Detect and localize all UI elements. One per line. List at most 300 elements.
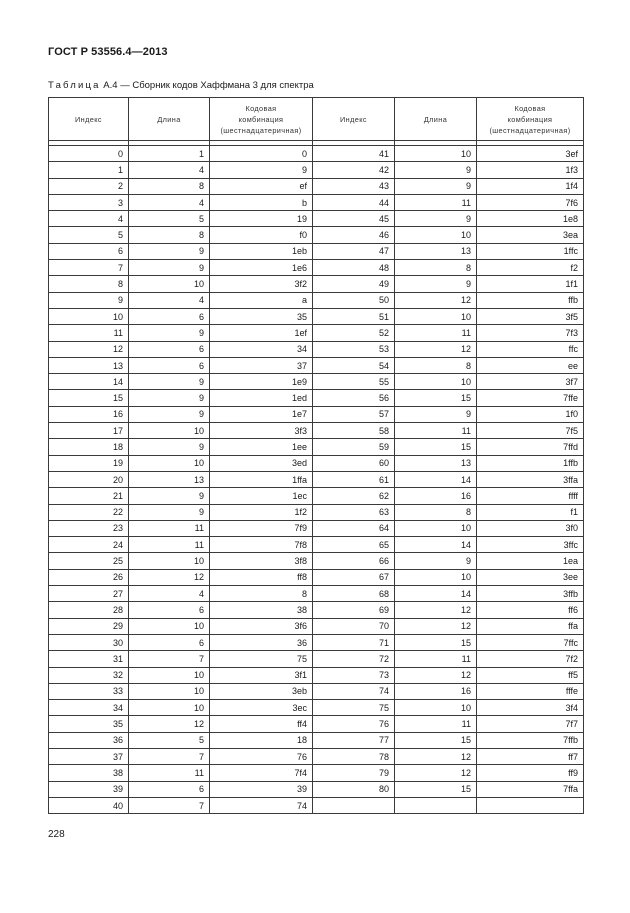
table-cell: 1f0 — [477, 406, 584, 422]
table-cell: 12 — [395, 748, 477, 764]
table-row — [49, 683, 584, 699]
table-cell: 1 — [129, 146, 210, 162]
table-cell: 1ec — [210, 488, 313, 504]
table-cell: 64 — [313, 520, 395, 536]
table-cell: 51 — [313, 308, 395, 324]
table-cell: ff4 — [210, 716, 313, 732]
table-cell: 3ef — [477, 146, 584, 162]
table-cell: 58 — [313, 423, 395, 439]
table-cell: 10 — [49, 308, 129, 324]
table-cell: 10 — [395, 700, 477, 716]
table-cell: 5 — [129, 211, 210, 227]
table-cell: 3f5 — [477, 308, 584, 324]
table-cell: 9 — [395, 162, 477, 178]
table-cell: 8 — [210, 586, 313, 602]
table-cell — [477, 797, 584, 813]
table-cell: 8 — [395, 504, 477, 520]
table-cell: 13 — [395, 455, 477, 471]
table-cell: 4 — [129, 162, 210, 178]
table-cell: 7ffa — [477, 781, 584, 797]
table-cell: 4 — [129, 586, 210, 602]
table-caption — [48, 80, 314, 91]
table-cell: 11 — [129, 537, 210, 553]
table-cell: 34 — [49, 700, 129, 716]
table-cell: 16 — [49, 406, 129, 422]
table-row — [49, 260, 584, 276]
table-cell: 12 — [49, 341, 129, 357]
header-length-1: Длина — [129, 98, 210, 141]
table-cell: 78 — [313, 748, 395, 764]
table-cell: 29 — [49, 618, 129, 634]
table-row — [49, 423, 584, 439]
table-cell: 44 — [313, 194, 395, 210]
table-row — [49, 341, 584, 357]
caption-title: А.4 — Сборник кодов Хаффмана 3 для спектра — [100, 80, 314, 91]
table-cell: 14 — [49, 374, 129, 390]
table-cell: 8 — [129, 178, 210, 194]
table-cell: 1 — [49, 162, 129, 178]
table-cell: 52 — [313, 325, 395, 341]
table-row — [49, 227, 584, 243]
table-cell: 31 — [49, 651, 129, 667]
table-cell: f0 — [210, 227, 313, 243]
document-header: ГОСТ Р 53556.4—2013 — [48, 46, 168, 58]
table-cell: 1e6 — [210, 260, 313, 276]
table-row — [49, 748, 584, 764]
table-cell: 3ffb — [477, 586, 584, 602]
table-cell: 10 — [129, 667, 210, 683]
table-cell: 76 — [210, 748, 313, 764]
table-cell: 10 — [395, 227, 477, 243]
table-row — [49, 455, 584, 471]
table-cell: 33 — [49, 683, 129, 699]
table-cell: 62 — [313, 488, 395, 504]
table-cell: 1ffb — [477, 455, 584, 471]
table-cell: 47 — [313, 243, 395, 259]
table-cell: 12 — [129, 569, 210, 585]
table-cell: 3ffa — [477, 471, 584, 487]
table-row — [49, 716, 584, 732]
table-cell: 1f3 — [477, 162, 584, 178]
table-cell: 3f8 — [210, 553, 313, 569]
table-cell: 6 — [129, 781, 210, 797]
table-cell: 38 — [49, 765, 129, 781]
table-row — [49, 537, 584, 553]
table-row — [49, 667, 584, 683]
table-cell: 15 — [395, 634, 477, 650]
table-cell: 1f2 — [210, 504, 313, 520]
table-cell: 3f6 — [210, 618, 313, 634]
table-cell — [395, 797, 477, 813]
table-cell: ff9 — [477, 765, 584, 781]
table-cell: ff5 — [477, 667, 584, 683]
table-cell: 36 — [49, 732, 129, 748]
table-row — [49, 569, 584, 585]
table-cell: 6 — [129, 602, 210, 618]
table-cell: 12 — [395, 618, 477, 634]
table-row — [49, 700, 584, 716]
table-cell: 25 — [49, 553, 129, 569]
table-cell: 6 — [49, 243, 129, 259]
table-cell: 12 — [129, 716, 210, 732]
table-cell: 1ef — [210, 325, 313, 341]
table-row — [49, 439, 584, 455]
table-cell: 34 — [210, 341, 313, 357]
table-cell: 8 — [49, 276, 129, 292]
table-cell: 38 — [210, 602, 313, 618]
table-cell: 60 — [313, 455, 395, 471]
table-row — [49, 651, 584, 667]
table-cell: 19 — [210, 211, 313, 227]
table-cell: 7f7 — [477, 716, 584, 732]
table-row — [49, 292, 584, 308]
table-cell: 1ed — [210, 390, 313, 406]
table-row — [49, 618, 584, 634]
table-cell: 7f8 — [210, 537, 313, 553]
table-cell: 1f4 — [477, 178, 584, 194]
table-cell: 69 — [313, 602, 395, 618]
header-code-line: (шестнадцатеричная) — [489, 125, 571, 135]
table-cell: 3f0 — [477, 520, 584, 536]
table-cell: 79 — [313, 765, 395, 781]
table-cell: 7 — [129, 797, 210, 813]
table-cell: 7f3 — [477, 325, 584, 341]
table-cell: 5 — [49, 227, 129, 243]
table-cell: 10 — [395, 146, 477, 162]
table-cell: 70 — [313, 618, 395, 634]
table-cell: 9 — [49, 292, 129, 308]
header-row — [49, 98, 584, 141]
table-row — [49, 520, 584, 536]
table-cell: 57 — [313, 406, 395, 422]
header-code-2 — [477, 98, 584, 141]
table-cell: 1ffa — [210, 471, 313, 487]
table-cell: b — [210, 194, 313, 210]
table-cell: 50 — [313, 292, 395, 308]
table-cell: 7ffb — [477, 732, 584, 748]
table-cell: 19 — [49, 455, 129, 471]
header-code-line: Кодовая — [245, 103, 277, 113]
table-row — [49, 374, 584, 390]
table-cell: 61 — [313, 471, 395, 487]
table-cell: 63 — [313, 504, 395, 520]
table-cell: ffff — [477, 488, 584, 504]
table-cell: 11 — [395, 716, 477, 732]
table-cell: 37 — [210, 357, 313, 373]
table-cell: 7ffc — [477, 634, 584, 650]
table-cell: 24 — [49, 537, 129, 553]
table-cell: 2 — [49, 178, 129, 194]
table-row — [49, 586, 584, 602]
table-cell: 5 — [129, 732, 210, 748]
table-cell: 3ea — [477, 227, 584, 243]
header-index-1: Индекс — [49, 98, 129, 141]
table-cell: ff7 — [477, 748, 584, 764]
table-row — [49, 325, 584, 341]
table-cell: 17 — [49, 423, 129, 439]
table-cell: f1 — [477, 504, 584, 520]
table-cell: 7f4 — [210, 765, 313, 781]
table-cell: 7 — [129, 748, 210, 764]
table-cell: 75 — [210, 651, 313, 667]
table-cell: 3f7 — [477, 374, 584, 390]
table-cell: 12 — [395, 292, 477, 308]
table-cell: 32 — [49, 667, 129, 683]
table-cell: 10 — [129, 423, 210, 439]
table-cell: 27 — [49, 586, 129, 602]
table-cell: 1ee — [210, 439, 313, 455]
table-row — [49, 308, 584, 324]
table-row — [49, 406, 584, 422]
table-cell: 9 — [129, 325, 210, 341]
table-cell: 9 — [395, 178, 477, 194]
table-cell: 7 — [129, 651, 210, 667]
table-row — [49, 553, 584, 569]
header-code-line: комбинация — [238, 114, 284, 124]
table-cell: 11 — [129, 765, 210, 781]
table-row — [49, 602, 584, 618]
table-cell: 76 — [313, 716, 395, 732]
table-cell: 77 — [313, 732, 395, 748]
table-cell: 18 — [49, 439, 129, 455]
table-row — [49, 634, 584, 650]
table-row — [49, 357, 584, 373]
table-row — [49, 504, 584, 520]
table-row — [49, 194, 584, 210]
table-cell: 15 — [395, 781, 477, 797]
table-cell: 10 — [129, 276, 210, 292]
table-cell: 16 — [395, 488, 477, 504]
table-cell: 1f1 — [477, 276, 584, 292]
table-cell: 9 — [395, 211, 477, 227]
table-cell: ffb — [477, 292, 584, 308]
page-number: 228 — [48, 829, 65, 840]
table-cell: 1ffc — [477, 243, 584, 259]
table-cell: 3f1 — [210, 667, 313, 683]
table-cell: ee — [477, 357, 584, 373]
table-row — [49, 243, 584, 259]
table-cell: 16 — [395, 683, 477, 699]
table-cell: a — [210, 292, 313, 308]
table-cell: 39 — [210, 781, 313, 797]
table-cell: 55 — [313, 374, 395, 390]
header-code-1 — [210, 98, 313, 141]
table-cell: 11 — [129, 520, 210, 536]
table-cell: 9 — [395, 553, 477, 569]
caption-prefix: Таблица — [48, 80, 101, 91]
table-cell: 71 — [313, 634, 395, 650]
table-cell: 9 — [395, 276, 477, 292]
table-cell: 46 — [313, 227, 395, 243]
table-cell: ef — [210, 178, 313, 194]
table-cell: 12 — [395, 602, 477, 618]
table-cell: 6 — [129, 634, 210, 650]
table-cell: 56 — [313, 390, 395, 406]
table-cell: 7f2 — [477, 651, 584, 667]
table-cell: 1eb — [210, 243, 313, 259]
table-cell: 14 — [395, 537, 477, 553]
table-cell: 12 — [395, 765, 477, 781]
table-cell: 75 — [313, 700, 395, 716]
table-cell: 8 — [395, 260, 477, 276]
huffman-table — [48, 97, 584, 814]
table-cell: f2 — [477, 260, 584, 276]
table-cell: 8 — [395, 357, 477, 373]
table-row — [49, 146, 584, 162]
table-cell: 10 — [129, 618, 210, 634]
table-cell: 45 — [313, 211, 395, 227]
table-cell: 11 — [395, 423, 477, 439]
table-row — [49, 211, 584, 227]
header-index-2: Индекс — [313, 98, 395, 141]
table-cell: 48 — [313, 260, 395, 276]
table-cell: 0 — [49, 146, 129, 162]
table-cell: 18 — [210, 732, 313, 748]
table-cell: 23 — [49, 520, 129, 536]
table-cell: 35 — [49, 716, 129, 732]
table-cell: 1e8 — [477, 211, 584, 227]
table-cell: 10 — [395, 308, 477, 324]
table-body — [49, 146, 584, 814]
table-cell: 7ffd — [477, 439, 584, 455]
table-cell: 13 — [49, 357, 129, 373]
table-cell: 7f5 — [477, 423, 584, 439]
table-cell: 9 — [129, 488, 210, 504]
table-cell: 65 — [313, 537, 395, 553]
table-cell: 67 — [313, 569, 395, 585]
table-cell: 42 — [313, 162, 395, 178]
table-row — [49, 765, 584, 781]
table-cell: 10 — [129, 683, 210, 699]
table-cell: 7f9 — [210, 520, 313, 536]
table-cell: 8 — [129, 227, 210, 243]
table-cell: 9 — [129, 504, 210, 520]
table-row — [49, 781, 584, 797]
table-cell: 9 — [129, 390, 210, 406]
table-cell: 28 — [49, 602, 129, 618]
table-cell: 15 — [395, 732, 477, 748]
table-cell: 6 — [129, 308, 210, 324]
table-cell: 12 — [395, 341, 477, 357]
table-cell: 14 — [395, 586, 477, 602]
table-cell: 9 — [129, 406, 210, 422]
table-cell: 4 — [129, 292, 210, 308]
header-code-line: комбинация — [507, 114, 553, 124]
table-cell: 10 — [395, 520, 477, 536]
table-cell: 11 — [395, 325, 477, 341]
table-cell: 9 — [395, 406, 477, 422]
table-cell: 7 — [49, 260, 129, 276]
table-cell: 40 — [49, 797, 129, 813]
table-cell: 68 — [313, 586, 395, 602]
table-cell: 3ed — [210, 455, 313, 471]
table-cell: 22 — [49, 504, 129, 520]
table-cell: 72 — [313, 651, 395, 667]
table-row — [49, 162, 584, 178]
table-cell: 3ec — [210, 700, 313, 716]
table-cell: 15 — [395, 439, 477, 455]
table-cell: 3ffc — [477, 537, 584, 553]
table-cell: 9 — [129, 374, 210, 390]
table-row — [49, 488, 584, 504]
table-cell: 35 — [210, 308, 313, 324]
table-cell: 4 — [49, 211, 129, 227]
table-cell: 20 — [49, 471, 129, 487]
table-cell: 74 — [210, 797, 313, 813]
table-cell: 80 — [313, 781, 395, 797]
table-cell: 12 — [395, 667, 477, 683]
header-code-line: (шестнадцатеричная) — [220, 125, 302, 135]
table-cell: 1ea — [477, 553, 584, 569]
table-cell: 37 — [49, 748, 129, 764]
table-cell: 3 — [49, 194, 129, 210]
table-cell: ff8 — [210, 569, 313, 585]
table-cell: 54 — [313, 357, 395, 373]
table-cell: 1e7 — [210, 406, 313, 422]
table-cell: 10 — [129, 700, 210, 716]
table-cell: 13 — [129, 471, 210, 487]
table-cell: 9 — [129, 439, 210, 455]
table-cell: 59 — [313, 439, 395, 455]
table-cell: 41 — [313, 146, 395, 162]
table-cell: 11 — [395, 651, 477, 667]
table-cell: 3eb — [210, 683, 313, 699]
table-row — [49, 732, 584, 748]
table-cell: 0 — [210, 146, 313, 162]
table-cell: 7ffe — [477, 390, 584, 406]
table-cell: 74 — [313, 683, 395, 699]
table-cell: 11 — [395, 194, 477, 210]
table-cell: 3ee — [477, 569, 584, 585]
table-cell: 10 — [129, 455, 210, 471]
table-cell: 14 — [395, 471, 477, 487]
table-cell: 9 — [129, 243, 210, 259]
table-cell: ffc — [477, 341, 584, 357]
table-cell: ffa — [477, 618, 584, 634]
table-cell: 10 — [395, 374, 477, 390]
table-cell: 21 — [49, 488, 129, 504]
table-cell: 49 — [313, 276, 395, 292]
table-cell: 3f4 — [477, 700, 584, 716]
table-cell: 10 — [395, 569, 477, 585]
table-row — [49, 390, 584, 406]
table-cell: 66 — [313, 553, 395, 569]
table-cell: 30 — [49, 634, 129, 650]
header-length-2: Длина — [395, 98, 477, 141]
table-cell: 3f2 — [210, 276, 313, 292]
table-cell: 9 — [210, 162, 313, 178]
table-row — [49, 471, 584, 487]
table-cell: 43 — [313, 178, 395, 194]
table-row — [49, 797, 584, 813]
table-cell: 26 — [49, 569, 129, 585]
table-cell: 4 — [129, 194, 210, 210]
table-cell: 9 — [129, 260, 210, 276]
table-cell: ff6 — [477, 602, 584, 618]
table-cell: 15 — [395, 390, 477, 406]
table-cell: 15 — [49, 390, 129, 406]
table-row — [49, 276, 584, 292]
table-cell: 11 — [49, 325, 129, 341]
table-cell: 36 — [210, 634, 313, 650]
table-cell: 10 — [129, 553, 210, 569]
table-cell: 73 — [313, 667, 395, 683]
table-cell: fffe — [477, 683, 584, 699]
header-code-line: Кодовая — [514, 103, 546, 113]
table-cell: 39 — [49, 781, 129, 797]
table-cell: 3f3 — [210, 423, 313, 439]
table-cell: 6 — [129, 357, 210, 373]
